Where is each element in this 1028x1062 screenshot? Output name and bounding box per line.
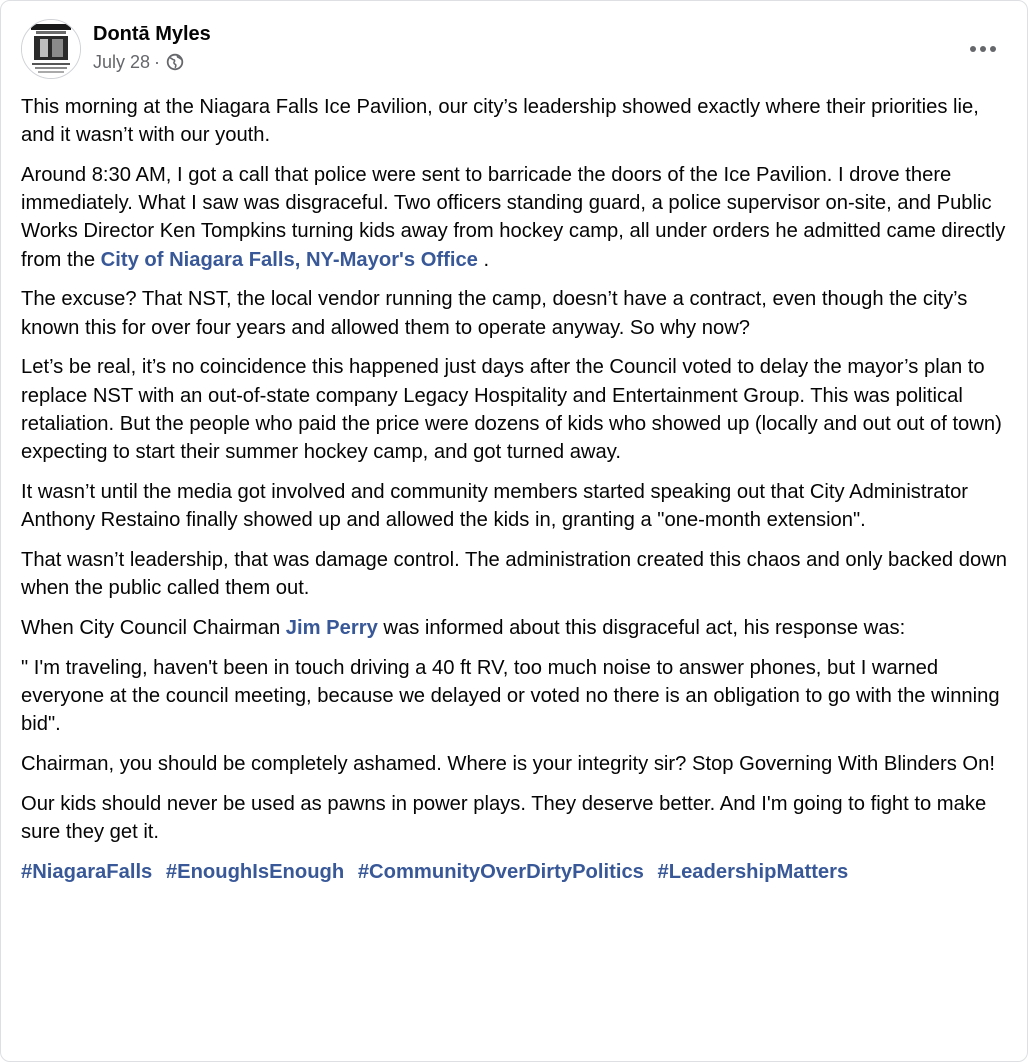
globe-icon[interactable] (166, 53, 184, 71)
author-name[interactable]: Dontā Myles (93, 23, 211, 45)
paragraph-text: . (477, 248, 490, 271)
jim-perry-profile-link[interactable]: Jim Perry (285, 616, 378, 639)
hashtag-link[interactable]: #CommunityOverDirtyPolitics (357, 860, 644, 883)
hashtag-list (21, 858, 1011, 886)
post-header (1, 1, 1027, 93)
meta-separator: · (154, 52, 161, 72)
paragraph-text: Around 8:30 AM, I got a call that police were sent to barricade the doors of the Ice Pavilion. I drove there immediately. What I saw was disgraceful. Two officers standing guard, a police supervisor on-site, and Public Works Director Ken Tompkins turning kids away from hockey camp, all under orders he admitted came directly from the (21, 164, 1006, 271)
post-paragraph: Our kids should never be used as pawns in power plays. They deserve better. And I'm going to fight to make sure they get it. (21, 792, 987, 843)
post-meta (93, 51, 184, 73)
post-paragraph (21, 161, 1011, 274)
post-paragraph: It wasn’t until the media got involved and community members started speaking out that City Administrator Anthony Restaino finally showed up and allowed the kids in, granting a "one-month extension". (21, 480, 969, 532)
post-date[interactable]: July 28 (93, 52, 151, 72)
more-options-button[interactable] (963, 29, 1003, 69)
post-paragraph: Let’s be real, it’s no coincidence this happened just days after the Council voted to delay the mayor’s plan to replace NST with an out-of-state company Legacy Hospitality and Entertainment Group. This was political retaliation. But the people who paid the price were dozens of kids who showed up (locally and out out of town) expecting to start their summer hockey camp, and got turned away. (21, 356, 1002, 464)
hashtag-link[interactable]: #NiagaraFalls (21, 860, 153, 883)
post-paragraph: " I'm traveling, haven't been in touch driving a 40 ft RV, too much noise to answer phones, but I warned everyone at the council meeting, because we delayed or voted no there is an obligation to go with the winning bid". (21, 656, 1000, 736)
mayor-office-page-link[interactable]: City of Niagara Falls, NY-Mayor's Office (100, 248, 478, 271)
more-horizontal-icon (969, 45, 997, 53)
author-avatar[interactable] (21, 19, 81, 79)
post-body (21, 93, 1011, 897)
post-paragraph: Chairman, you should be completely ashamed. Where is your integrity sir? Stop Governing With Blinders On! (21, 752, 995, 775)
post-paragraph: The excuse? That NST, the local vendor running the camp, doesn’t have a contract, even though the city’s known this for over four years and allowed them to operate anyway. So why now? (21, 288, 968, 339)
post-paragraph: That wasn’t leadership, that was damage control. The administration created this chaos and only backed down when the public called them out. (21, 548, 1008, 600)
paragraph-text: When City Council Chairman (21, 616, 286, 639)
hashtag-link[interactable]: #EnoughIsEnough (165, 860, 345, 883)
avatar-image (22, 20, 80, 78)
paragraph-text: was informed about this disgraceful act, his response was: (377, 616, 906, 639)
post-paragraph: This morning at the Niagara Falls Ice Pavilion, our city’s leadership showed exactly where their priorities lie, and it wasn’t with our youth. (21, 96, 979, 147)
hashtag-link[interactable]: #LeadershipMatters (657, 860, 849, 883)
post-paragraph (21, 614, 1011, 642)
